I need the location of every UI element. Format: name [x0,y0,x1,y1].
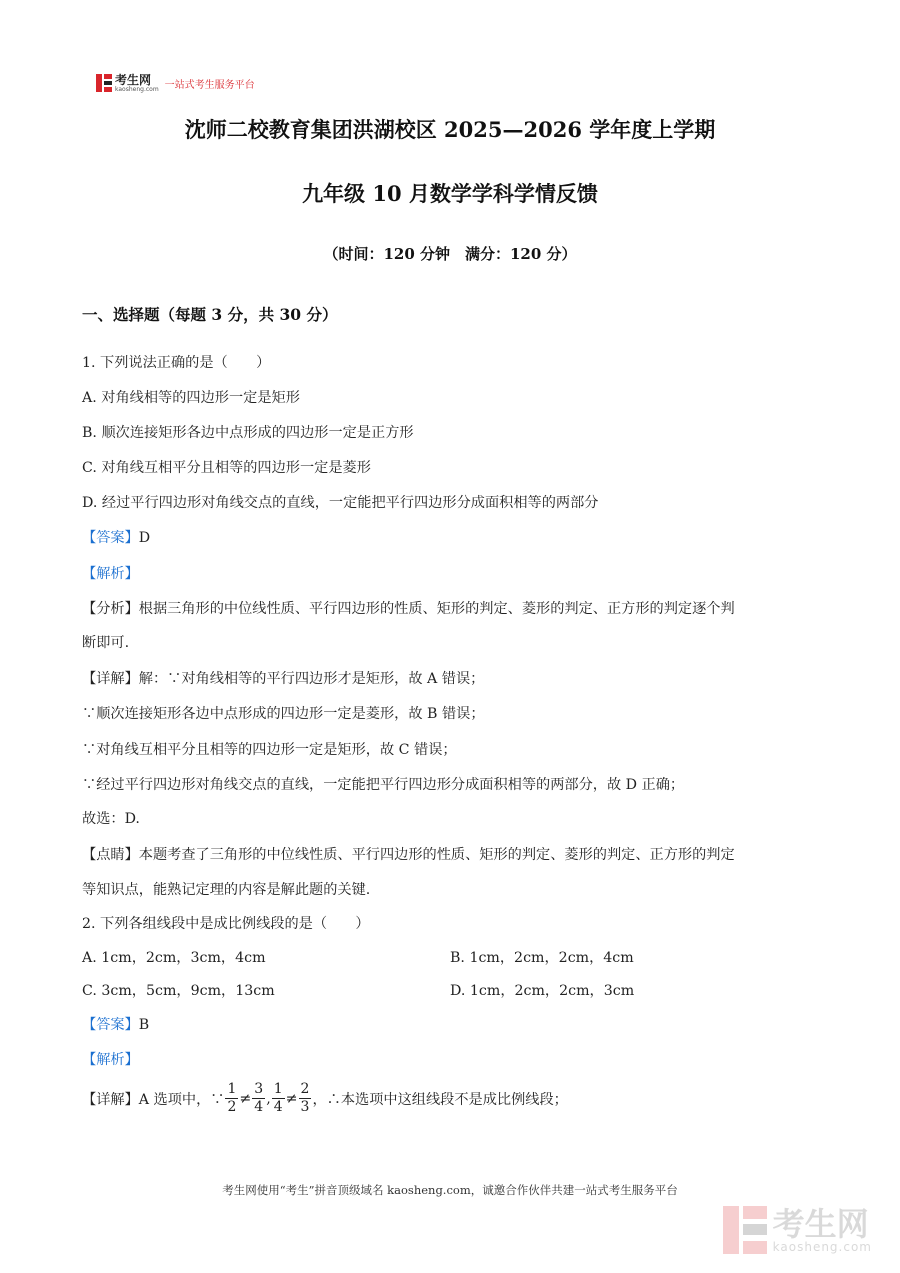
q2-stem: 2. 下列各组线段中是成比例线段的是（ ） [82,916,370,932]
logo-icon [96,74,112,92]
fraction-denominator: 2 [227,1099,237,1115]
q1-fenxi-2: 断即可. [82,635,130,651]
logo-domain: kaosheng.com [115,85,159,93]
not-equal-sign: ≠ [285,1090,298,1107]
q1-xiangjie-3: ∵对角线互相平分且相等的四边形一定是矩形，故 C 错误； [82,742,457,758]
q2-detail [82,1081,568,1116]
doc-title-line2: 九年级 10 月数学学科学情反馈 [302,181,598,206]
fraction [272,1081,285,1116]
q2-answer [82,1014,149,1034]
q1-xiangjie-5: 故选：D. [82,811,140,827]
watermark-logo [723,1206,872,1254]
q1-fenxi-1: 【分析】根据三角形的中位线性质、平行四边形的性质、矩形的判定、菱形的判定、正方形的判定逐个判 [82,601,735,617]
answer-value: B [138,1017,150,1033]
not-equal-sign: ≠ [239,1090,252,1107]
q2-option-d: D. 1cm，2cm，2cm，3cm [450,983,635,999]
fraction [299,1081,312,1116]
watermark-domain: kaosheng.com [772,1240,872,1254]
q1-option-d: D. 经过平行四边形对角线交点的直线，一定能把平行四边形分成面积相等的两部分 [82,495,599,511]
exam-info: （时间：120 分钟 满分：120 分） [323,245,577,263]
watermark-icon [723,1206,767,1254]
q2-option-b: B. 1cm，2cm，2cm，4cm [450,950,634,966]
q1-option-a: A. 对角线相等的四边形一定是矩形 [82,390,300,406]
fraction-denominator: 4 [273,1099,283,1115]
logo-name: 考生网 [115,72,152,87]
fraction-numerator: 3 [254,1081,264,1097]
watermark-text [773,1207,872,1253]
answer-value: D [138,530,151,546]
fraction-numerator: 1 [227,1081,237,1097]
q1-dianjing-1: 【点睛】本题考查了三角形的中位线性质、平行四边形的性质、矩形的判定、菱形的判定、正方形的判定 [82,847,735,863]
site-logo[interactable] [96,73,255,93]
fraction-numerator: 2 [300,1081,310,1097]
fraction-numerator: 1 [273,1081,283,1097]
page-footer: 考生网使用“考生”拼音顶级域名 kaosheng.com，诚邀合作伙伴共建一站式考生服务平台 [222,1183,678,1197]
section-heading: 一、选择题（每题 3 分，共 30 分） [82,305,338,324]
logo-slogan: 一站式考生服务平台 [164,79,255,91]
answer-tag: 【答案】 [82,1017,139,1033]
logo-text [115,74,159,93]
q1-option-b: B. 顺次连接矩形各边中点形成的四边形一定是正方形 [82,425,414,441]
q2-analysis-tag: 【解析】 [82,1052,139,1068]
doc-title-line1: 沈师二校教育集团洪湖校区 2025—2026 学年度上学期 [184,117,716,142]
answer-tag: 【答案】 [82,530,139,546]
comma: , [266,1090,271,1107]
q2-detail-prefix: 【详解】A 选项中，∵ [82,1091,225,1108]
q2-option-a: A. 1cm，2cm，3cm，4cm [82,950,266,966]
q1-stem: 1. 下列说法正确的是（ ） [82,355,271,371]
fraction [225,1081,238,1116]
watermark-name: 考生网 [772,1205,869,1243]
q1-analysis-tag: 【解析】 [82,566,139,582]
q1-dianjing-2: 等知识点，能熟记定理的内容是解此题的关键. [82,882,371,898]
fraction [252,1081,265,1116]
q2-detail-suffix: ，∴本选项中这组线段不是成比例线段； [312,1091,568,1108]
q1-xiangjie-4: ∵经过平行四边形对角线交点的直线，一定能把平行四边形分成面积相等的两部分，故 D 正确； [82,777,685,793]
q1-xiangjie-1: 【详解】解：∵对角线相等的平行四边形才是矩形，故 A 错误； [82,671,485,687]
fraction-denominator: 3 [300,1099,310,1115]
fraction-denominator: 4 [254,1099,264,1115]
q2-option-c: C. 3cm，5cm，9cm，13cm [82,983,275,999]
q1-option-c: C. 对角线互相平分且相等的四边形一定是菱形 [82,460,371,476]
q1-xiangjie-2: ∵顺次连接矩形各边中点形成的四边形一定是菱形，故 B 错误； [82,706,485,722]
q1-answer [82,527,150,547]
